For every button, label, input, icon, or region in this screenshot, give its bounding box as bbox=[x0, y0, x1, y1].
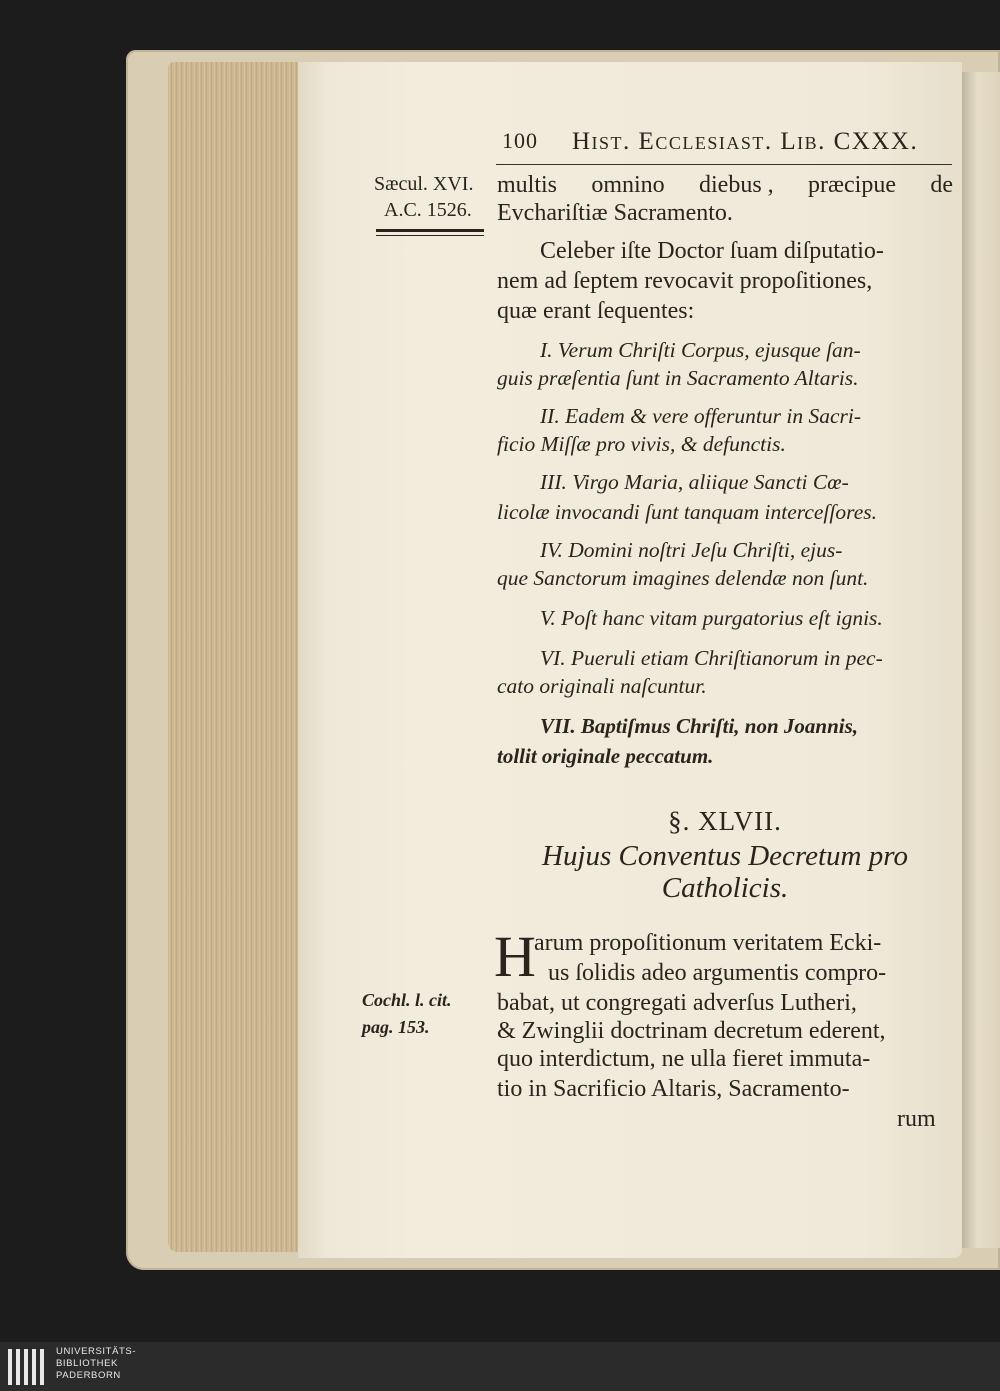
line-text: V. Poſt hanc vitam purgatorius eſt ignis. bbox=[540, 606, 883, 630]
line-text: babat, ut congregati adverſus Lutheri, bbox=[497, 990, 857, 1016]
section-title: Hujus Conventus Decretum pro bbox=[542, 840, 908, 872]
line-text: cato originali naſcuntur. bbox=[497, 674, 707, 698]
line-text: guis præſentia ſunt in Sacramento Altaris. bbox=[497, 366, 859, 390]
text-line bbox=[497, 172, 953, 199]
word: omnino bbox=[591, 172, 665, 198]
line-text: Evchariſtiæ Sacramento. bbox=[497, 200, 733, 226]
text-line bbox=[497, 1018, 953, 1045]
footer-bar bbox=[0, 1342, 1000, 1391]
margin-anno: A.C. 1526. bbox=[384, 199, 472, 221]
text-line bbox=[534, 930, 953, 957]
proposition-line bbox=[540, 646, 953, 671]
line-text: nem ad ſeptem revocavit propoſitiones, bbox=[497, 268, 873, 294]
line-text: arum propoſitionum veritatem Ecki- bbox=[534, 930, 882, 956]
line-text: quo interdictum, ne ulla fieret immuta- bbox=[497, 1046, 871, 1072]
margin-citation: Cochl. l. cit. bbox=[362, 990, 452, 1010]
text-line bbox=[497, 1046, 953, 1073]
line-text: ficio Miſſæ pro vivis, & defunctis. bbox=[497, 432, 786, 456]
line-text: us ſolidis adeo argumentis compro- bbox=[548, 960, 887, 986]
head-rule bbox=[496, 164, 952, 165]
line-text: VII. Baptiſmus Chriſti, non Joannis, bbox=[540, 714, 859, 738]
proposition-line bbox=[540, 538, 953, 563]
proposition-line bbox=[497, 674, 953, 699]
proposition-line bbox=[540, 470, 953, 495]
line-text: II. Eadem & vere offeruntur in Sacri- bbox=[540, 404, 862, 428]
word: diebus , bbox=[699, 172, 774, 198]
text-line bbox=[548, 960, 953, 987]
line-text: tio in Sacrificio Altaris, Sacramento- bbox=[497, 1076, 850, 1102]
proposition-line bbox=[540, 404, 953, 429]
line-text: licolæ invocandi ſunt tanquam interceſſores. bbox=[497, 500, 877, 524]
library-logo-icon bbox=[6, 1345, 48, 1388]
proposition-line bbox=[540, 338, 953, 363]
facing-page-edge bbox=[962, 72, 1000, 1248]
line-text: III. Virgo Maria, aliique Sancti Cœ- bbox=[540, 470, 849, 494]
catchword: rum bbox=[897, 1106, 936, 1132]
line-text: I. Verum Chriſti Corpus, ejusque ſan- bbox=[540, 338, 861, 362]
margin-citation-page: pag. 153. bbox=[362, 1017, 430, 1037]
margin-rule bbox=[376, 229, 484, 232]
line-text: VI. Pueruli etiam Chriſtianorum in pec- bbox=[540, 646, 883, 670]
line-text: que Sanctorum imagines delendæ non ſunt. bbox=[497, 566, 869, 590]
proposition-line bbox=[497, 566, 953, 591]
running-head bbox=[502, 128, 952, 162]
logo-text-line2: BIBLIOTHEK bbox=[56, 1358, 118, 1369]
margin-rule-thin bbox=[376, 235, 484, 236]
proposition-line bbox=[497, 744, 953, 769]
text-line bbox=[497, 298, 953, 325]
proposition-line bbox=[540, 714, 953, 739]
text-line bbox=[497, 200, 953, 227]
text-line bbox=[497, 268, 953, 295]
section-title-continued: Catholicis. bbox=[661, 872, 789, 904]
line-text: & Zwinglii doctrinam decretum ederent, bbox=[497, 1018, 886, 1044]
proposition-line bbox=[497, 432, 953, 457]
line-text: Celeber iſte Doctor ſuam diſputatio- bbox=[540, 238, 884, 264]
margin-saeculum: Sæcul. XVI. bbox=[374, 173, 474, 195]
text-line bbox=[497, 1076, 953, 1103]
section-number: §. XLVII. bbox=[668, 806, 782, 836]
line-text: IV. Domini noſtri Jeſu Chriſti, ejus- bbox=[540, 538, 843, 562]
page-edges bbox=[168, 62, 306, 1252]
page-number: 100 bbox=[502, 128, 538, 153]
drop-cap: H bbox=[494, 924, 536, 989]
proposition-line bbox=[540, 606, 953, 631]
running-title: Hist. Ecclesiast. Lib. CXXX. bbox=[572, 128, 919, 155]
logo-text-line3: PADERBORN bbox=[56, 1370, 121, 1381]
line-text: tollit originale peccatum. bbox=[497, 744, 714, 768]
line-text: quæ erant ſequentes: bbox=[497, 298, 695, 324]
word: præcipue bbox=[808, 172, 896, 198]
word: de bbox=[930, 172, 953, 198]
proposition-line bbox=[497, 366, 953, 391]
text-line bbox=[540, 238, 953, 265]
logo-text-line1: UNIVERSITÄTS- bbox=[56, 1346, 137, 1357]
proposition-line bbox=[497, 500, 953, 525]
text-line bbox=[497, 990, 953, 1017]
word: multis bbox=[497, 172, 558, 198]
